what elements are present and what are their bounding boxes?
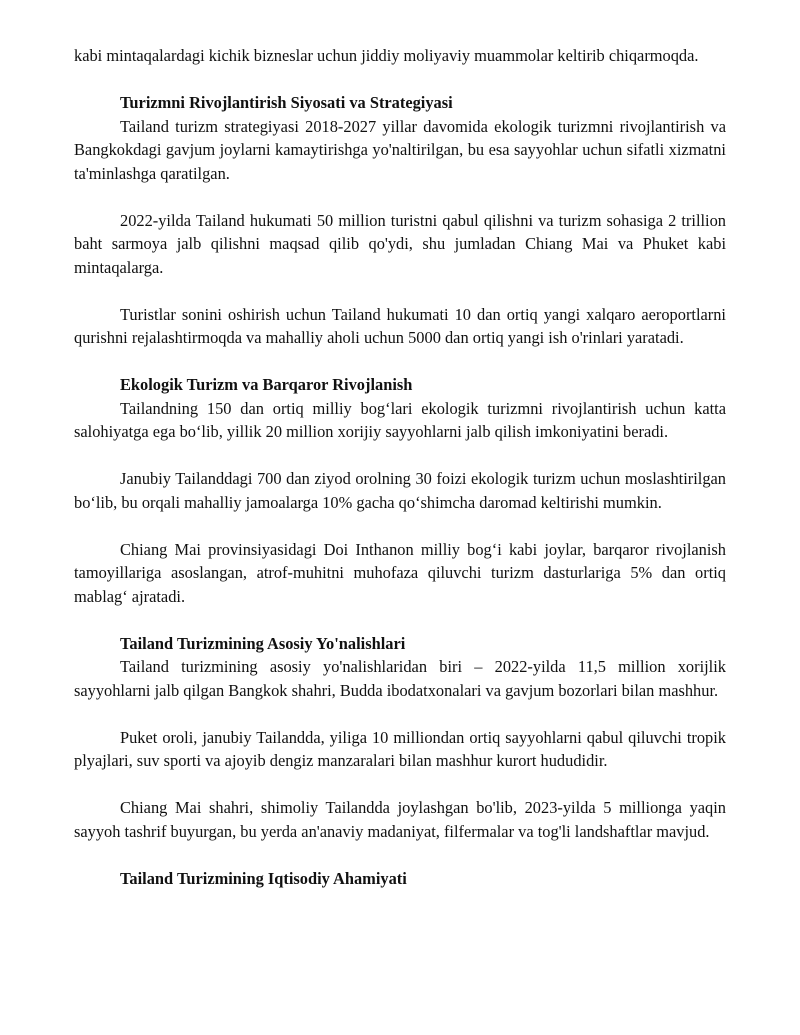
heading-policy-strategy: Turizmni Rivojlantirish Siyosati va Strategiyasi — [120, 93, 453, 112]
paragraph-2022-goals: 2022-yilda Tailand hukumati 50 million turistni qabul qilishni va turizm sohasiga 2 trillion baht sarmoya jalb qilishni maqsad qilib qo'ydi, shu jumladan Chiang Mai va Phuket kabi mintaqalarga. — [74, 210, 726, 277]
paragraph-national-parks: Tailandning 150 dan ortiq milliy bog‘lari ekologik turizmni rivojlantirish uchun katta salohiyatga ega bo‘lib, yillik 20 million xorijiy sayyohlarni jalb qilish imkoniyatini beradi. — [74, 398, 726, 441]
paragraph-strategy: Tailand turizm strategiyasi 2018-2027 yillar davomida ekologik turizmni rivojlantirish va Bangkokdagi gavjum joylarni kamaytirishga yo'naltirilgan, bu esa sayyohlar uchun sifatli xizmatni ta'minlashga qaratilgan. — [74, 116, 726, 183]
paragraph-chiang-mai: Chiang Mai shahri, shimoliy Tailandda joylashgan bo'lib, 2023-yilda 5 millionga yaqin sayyoh tashrif buyurgan, bu yerda an'anaviy madaniyat, filfermalar va tog'li landshaftlar mavjud. — [74, 798, 726, 841]
paragraph-airports: Turistlar sonini oshirish uchun Tailand hukumati 10 dan ortiq yangi xalqaro aeroportlarni qurishni rejalashtirmoqda va mahalliy aholi uchun 5000 dan ortiq yangi ish o'rinlari yaratadi. — [74, 304, 726, 347]
paragraph-intro-tail: kabi mintaqalardagi kichik bizneslar uchun jiddiy moliyaviy muammolar keltirib chiqarmoqda. — [74, 46, 699, 65]
heading-eco-tourism: Ekologik Turizm va Barqaror Rivojlanish — [120, 375, 413, 394]
paragraph-doi-inthanon: Chiang Mai provinsiyasidagi Doi Inthanon milliy bog‘i kabi joylar, barqaror rivojlanish tamoyillariga asoslangan, atrof-muhitni muhofaza qiluvchi turizm dasturlariga 5% dan ortiq mablag‘ ajratadi. — [74, 539, 726, 606]
paragraph-islands: Janubiy Tailanddagi 700 dan ziyod orolning 30 foizi ekologik turizm uchun moslashtirilgan bo‘lib, bu orqali mahalliy jamoalarga 10% gacha qo‘shimcha daromad keltirishi mumkin. — [74, 469, 726, 512]
heading-main-directions: Tailand Turizmining Asosiy Yo'nalishlari — [120, 633, 406, 653]
paragraph-phuket: Puket oroli, janubiy Tailandda, yiliga 10 milliondan ortiq sayyohlarni qabul qiluvchi tropik plyajlari, suv sporti va ajoyib dengiz manzaralari bilan mashhur kurort hududidir. — [74, 727, 726, 770]
heading-economic-importance: Tailand Turizmining Iqtisodiy Ahamiyati — [120, 868, 407, 888]
paragraph-bangkok: Tailand turizmining asosiy yo'nalishlaridan biri – 2022-yilda 11,5 million xorijlik sayyohlarni jalb qilgan Bangkok shahri, Budda ibodatxonalari va gavjum bozorlari bilan mashhur. — [74, 657, 726, 700]
